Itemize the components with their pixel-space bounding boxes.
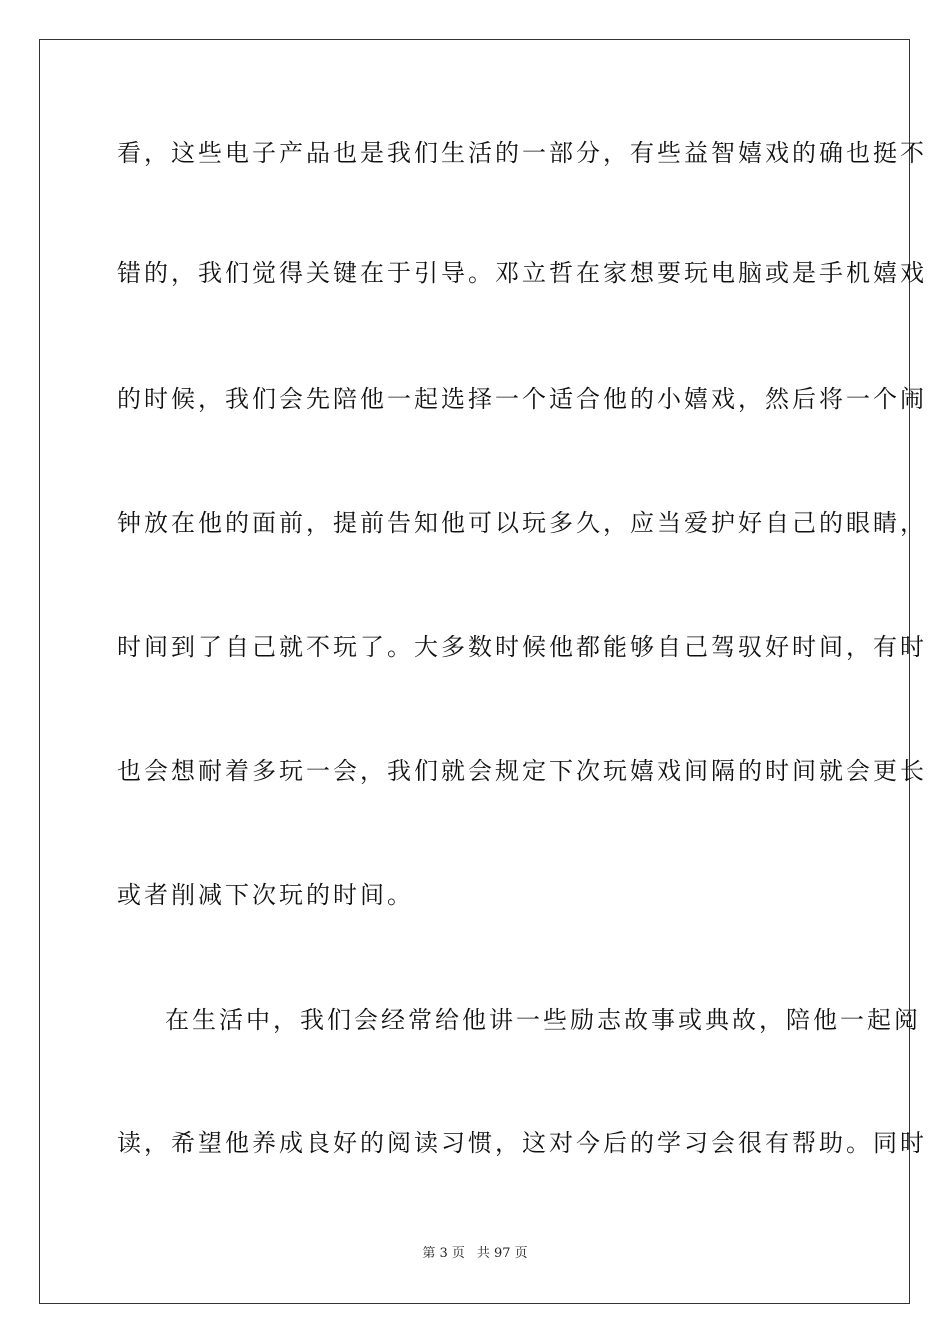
page-number: 第 3 页 xyxy=(422,1246,465,1261)
text-line: 时间到了自己就不玩了。大多数时候他都能够自己驾驭好时间，有时 xyxy=(117,633,927,661)
text-line: 也会想耐着多玩一会，我们就会规定下次玩嬉戏间隔的时间就会更长 xyxy=(117,757,927,785)
text-line: 的时候，我们会先陪他一起选择一个适合他的小嬉戏，然后将一个闹 xyxy=(117,385,927,413)
text-line: 错的，我们觉得关键在于引导。邓立哲在家想要玩电脑或是手机嬉戏 xyxy=(117,259,927,287)
total-pages: 共 97 页 xyxy=(476,1246,528,1261)
paragraph-first-line: 在生活中，我们会经常给他讲一些励志故事或典故，陪他一起阅 xyxy=(165,1006,921,1034)
text-line: 读，希望他养成良好的阅读习惯，这对今后的学习会很有帮助。同时 xyxy=(117,1129,927,1157)
text-line: 看，这些电子产品也是我们生活的一部分，有些益智嬉戏的确也挺不 xyxy=(117,139,927,167)
page-frame xyxy=(39,39,910,1304)
text-line: 或者削减下次玩的时间。 xyxy=(117,881,414,909)
page-footer xyxy=(0,1246,950,1262)
text-line: 钟放在他的面前，提前告知他可以玩多久，应当爱护好自己的眼睛， xyxy=(117,509,927,537)
